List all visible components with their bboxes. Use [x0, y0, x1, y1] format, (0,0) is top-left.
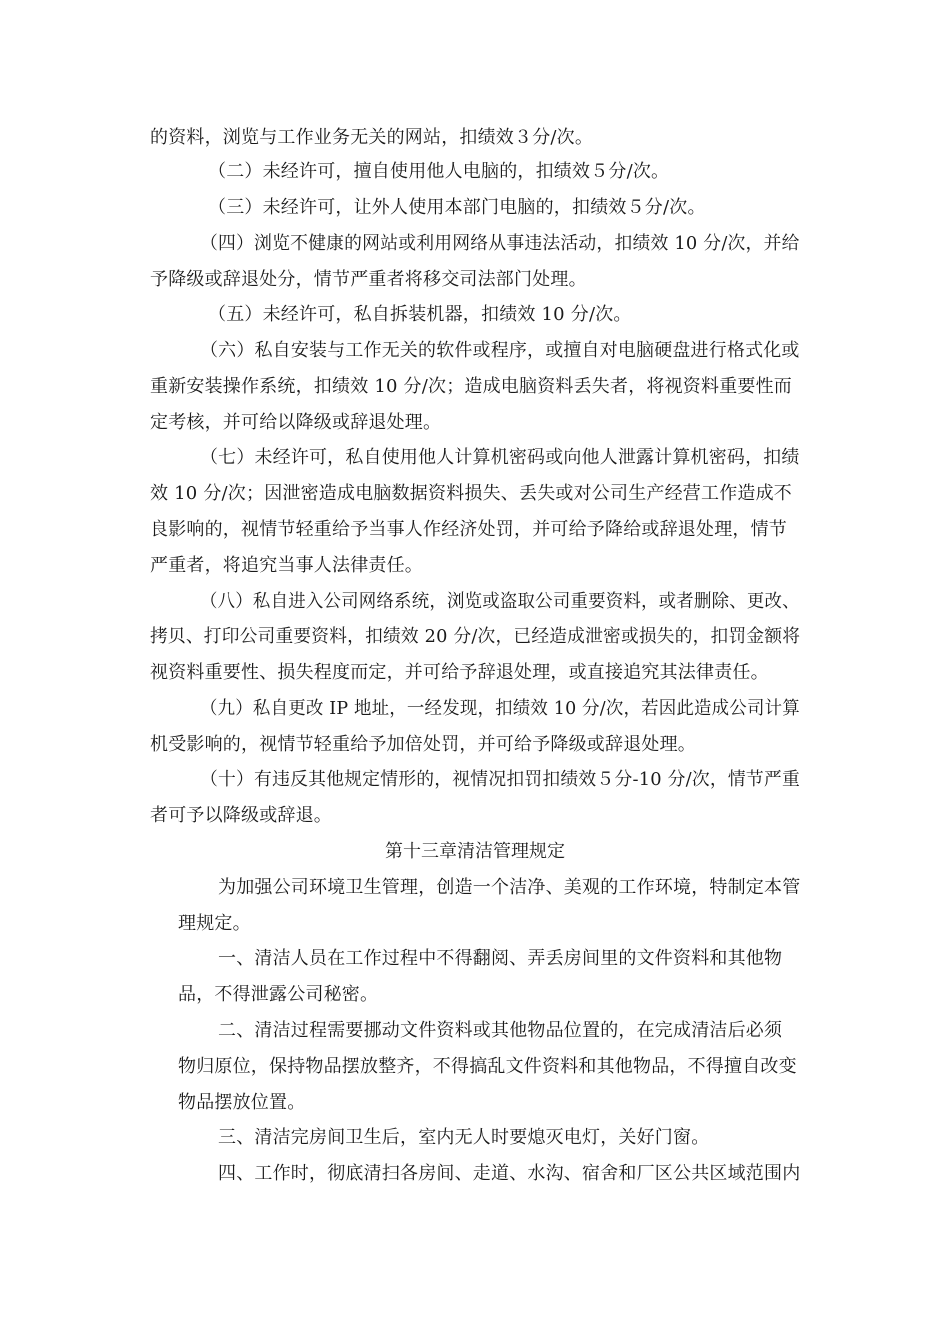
text-line: （六）私自安装与工作无关的软件或程序，或擅自对电脑硬盘进行格式化或 [200, 340, 800, 361]
text-line: 物品摆放位置。 [178, 1092, 306, 1113]
text-line: （四）浏览不健康的网站或利用网络从事违法活动，扣绩效 10 分/次，并给 [200, 233, 800, 254]
text-line: 品，不得泄露公司秘密。 [178, 984, 379, 1005]
text-line: 四、工作时，彻底清扫各房间、走道、水沟、宿舍和厂区公共区域范围内 [218, 1163, 801, 1184]
text-line: 的资料，浏览与工作业务无关的网站，扣绩效３分/次。 [150, 127, 594, 148]
text-line: 物归原位，保持物品摆放整齐，不得搞乱文件资料和其他物品，不得擅自改变 [178, 1056, 797, 1077]
text-line: 良影响的，视情节轻重给予当事人作经济处罚，并可给予降给或辞退处理，情节 [150, 519, 787, 540]
text-line: 为加强公司环境卫生管理，创造一个洁净、美观的工作环境，特制定本管 [218, 877, 801, 898]
text-line: 二、清洁过程需要挪动文件资料或其他物品位置的，在完成清洁后必须 [218, 1020, 783, 1041]
text-line: 严重者，将追究当事人法律责任。 [150, 555, 423, 576]
text-line: （九）私自更改 IP 地址，一经发现，扣绩效 10 分/次，若因此造成公司计算 [200, 698, 800, 719]
text-line: 拷贝、打印公司重要资料，扣绩效 20 分/次，已经造成泄密或损失的，扣罚金额将 [150, 626, 801, 647]
chapter-title: 第十三章清洁管理规定 [385, 841, 565, 862]
text-line: 定考核，并可给以降级或辞退处理。 [150, 412, 442, 433]
text-line: （八）私自进入公司网络系统，浏览或盗取公司重要资料，或者删除、更改、 [200, 591, 800, 612]
text-line: （二）未经许可，擅自使用他人电脑的，扣绩效５分/次。 [208, 161, 670, 182]
text-line: 重新安装操作系统，扣绩效 10 分/次；造成电脑资料丢失者，将视资料重要性而 [150, 376, 793, 397]
text-line: 效 10 分/次；因泄密造成电脑数据资料损失、丢失或对公司生产经营工作造成不 [150, 483, 793, 504]
text-line: （五）未经许可，私自拆装机器，扣绩效 10 分/次。 [208, 304, 632, 325]
text-line: 一、清洁人员在工作过程中不得翻阅、弄丢房间里的文件资料和其他物 [218, 948, 783, 969]
text-line: 三、清洁完房间卫生后，室内无人时要熄灭电灯，关好门窗。 [218, 1127, 710, 1148]
text-line: （十）有违反其他规定情形的，视情况扣罚扣绩效５分-10 分/次，情节严重 [200, 769, 800, 790]
text-line: （七）未经许可，私自使用他人计算机密码或向他人泄露计算机密码，扣绩 [200, 447, 800, 468]
text-line: 予降级或辞退处分，情节严重者将移交司法部门处理。 [150, 269, 587, 290]
text-line: 理规定。 [178, 913, 251, 934]
text-line: 机受影响的，视情节轻重给予加倍处罚，并可给予降级或辞退处理。 [150, 734, 696, 755]
text-line: （三）未经许可，让外人使用本部门电脑的，扣绩效５分/次。 [208, 197, 706, 218]
text-line: 者可予以降级或辞退。 [150, 805, 332, 826]
text-line: 视资料重要性、损失程度而定，并可给予辞退处理，或直接追究其法律责任。 [150, 662, 769, 683]
